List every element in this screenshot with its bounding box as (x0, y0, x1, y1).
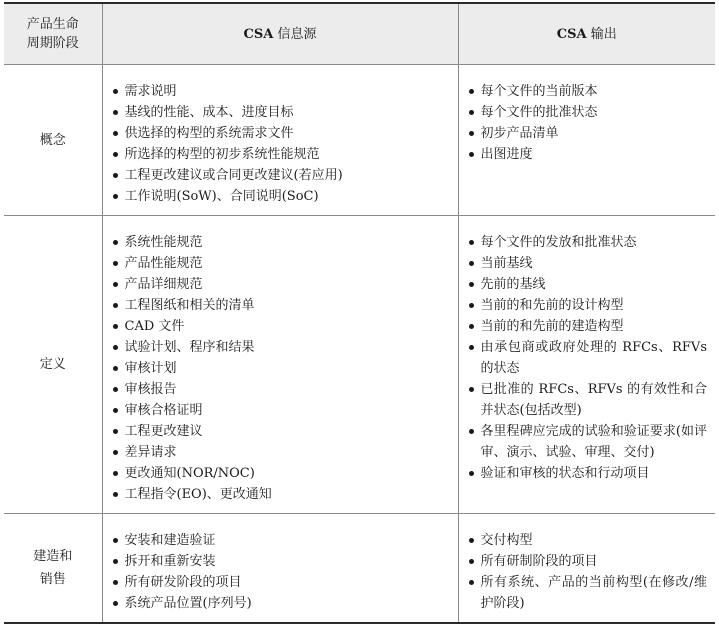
list-item-text: 当前基线 (480, 256, 533, 271)
stage-cell: 概念 (4, 65, 102, 216)
list-item-text: 拆开和重新安装 (124, 554, 216, 569)
list-item-text: 工作说明(SoW)、合同说明(SoC) (124, 189, 319, 204)
output-cell (458, 514, 715, 624)
source-cell (102, 65, 458, 216)
bullet-icon (113, 345, 118, 350)
list-item (467, 81, 708, 102)
header-stage-line2: 周期阶段 (26, 36, 79, 51)
source-list (103, 514, 458, 622)
list-item (467, 295, 708, 316)
list-item-text: 工程图纸和相关的清单 (124, 298, 255, 313)
bullet-icon (469, 303, 474, 308)
list-item-text: 所有研发阶段的项目 (124, 575, 242, 590)
bullet-icon (469, 240, 474, 245)
output-cell (458, 65, 715, 216)
output-list (459, 65, 716, 173)
bullet-icon (113, 471, 118, 476)
bullet-icon (469, 152, 474, 157)
bullet-icon (113, 538, 118, 543)
source-cell (102, 514, 458, 624)
list-item-text: 审核合格证明 (124, 403, 203, 418)
csa-table (4, 2, 715, 624)
bullet-icon (113, 131, 118, 136)
bullet-icon (113, 261, 118, 266)
bullet-icon (469, 345, 474, 350)
output-list (459, 514, 716, 622)
bullet-icon (113, 408, 118, 413)
list-item-text: 工程指令(EO)、更改通知 (124, 487, 272, 502)
list-item-text: 产品性能规范 (124, 256, 203, 271)
list-item-text: 当前的和先前的建造构型 (480, 319, 624, 334)
list-item (467, 421, 708, 463)
bullet-icon (113, 324, 118, 329)
bullet-icon (469, 261, 474, 266)
list-item (111, 551, 450, 572)
bullet-icon (113, 492, 118, 497)
output-cell (458, 216, 715, 514)
list-item-text: 差异请求 (124, 445, 177, 460)
list-item-text: 需求说明 (124, 84, 177, 99)
list-item (111, 165, 450, 186)
header-output-label: 输出 (586, 26, 617, 42)
list-item (467, 102, 708, 123)
list-item-text: 所选择的构型的初步系统性能规范 (124, 147, 320, 162)
source-cell (102, 216, 458, 514)
list-item-text: 产品详细规范 (124, 277, 203, 292)
bullet-icon (469, 282, 474, 287)
bullet-icon (113, 89, 118, 94)
list-item-text: CAD 文件 (124, 319, 185, 334)
stage-cell (4, 514, 102, 624)
list-item (111, 400, 450, 421)
list-item-text: 工程更改建议或合同更改建议(若应用) (124, 168, 343, 183)
bullet-icon (113, 110, 118, 115)
list-item (111, 379, 450, 400)
list-item-text: 各里程碑应完成的试验和验证要求(如评审、演示、试验、审理、交付) (480, 424, 707, 460)
header-source (102, 3, 458, 65)
list-item (467, 463, 708, 484)
header-row (4, 3, 715, 65)
stage-cell: 定义 (4, 216, 102, 514)
list-item (111, 81, 450, 102)
list-item-text: 出图进度 (480, 147, 533, 162)
list-item (467, 253, 708, 274)
list-item (467, 144, 708, 165)
bullet-icon (469, 387, 474, 392)
list-item-text: 已批准的 RFCs、RFVs 的有效性和合并状态(包括改型) (480, 382, 707, 418)
list-item-text: 交付构型 (480, 533, 533, 548)
list-item-text: 审核计划 (124, 361, 177, 376)
bullet-icon (469, 471, 474, 476)
list-item (467, 530, 708, 551)
list-item-text: 系统产品位置(序列号) (124, 596, 252, 611)
header-stage-line1: 产品生命 (26, 17, 79, 32)
list-item (111, 316, 450, 337)
list-item-text: 试验计划、程序和结果 (124, 340, 255, 355)
bullet-icon (113, 559, 118, 564)
bullet-icon (469, 89, 474, 94)
bullet-icon (113, 366, 118, 371)
list-item (111, 421, 450, 442)
stage-line2: 销售 (39, 572, 66, 587)
bullet-icon (113, 429, 118, 434)
header-output-abbr: CSA (556, 26, 587, 42)
list-item (111, 144, 450, 165)
source-list (103, 65, 458, 215)
header-source-abbr: CSA (243, 26, 274, 42)
bullet-icon (113, 303, 118, 308)
list-item (111, 484, 450, 505)
bullet-icon (113, 152, 118, 157)
bullet-icon (469, 580, 474, 585)
list-item-text: 每个文件的批准状态 (480, 105, 598, 120)
list-item (467, 274, 708, 295)
bullet-icon (113, 601, 118, 606)
bullet-icon (469, 131, 474, 136)
list-item (111, 358, 450, 379)
header-output (458, 3, 715, 65)
table-row (4, 216, 715, 514)
list-item-text: 系统性能规范 (124, 235, 203, 250)
list-item (467, 379, 708, 421)
list-item (467, 551, 708, 572)
bullet-icon (113, 240, 118, 245)
list-item (111, 232, 450, 253)
list-item-text: 供选择的构型的系统需求文件 (124, 126, 294, 141)
bullet-icon (469, 429, 474, 434)
header-stage (4, 3, 102, 65)
list-item (111, 102, 450, 123)
list-item-text: 初步产品清单 (480, 126, 559, 141)
list-item-text: 更改通知(NOR/NOC) (124, 466, 255, 481)
stage-line1: 建造和 (33, 549, 73, 564)
header-source-label: 信息源 (273, 26, 317, 42)
list-item-text: 所有系统、产品的当前构型(在修改/维护阶段) (480, 575, 707, 611)
bullet-icon (113, 194, 118, 199)
list-item-text: 当前的和先前的设计构型 (480, 298, 624, 313)
list-item (111, 572, 450, 593)
table-row (4, 514, 715, 624)
list-item (467, 123, 708, 144)
list-item (467, 572, 708, 614)
bullet-icon (113, 173, 118, 178)
bullet-icon (113, 450, 118, 455)
list-item (111, 442, 450, 463)
list-item (111, 463, 450, 484)
list-item-text: 先前的基线 (480, 277, 546, 292)
list-item (467, 232, 708, 253)
list-item-text: 每个文件的发放和批准状态 (480, 235, 637, 250)
bullet-icon (113, 387, 118, 392)
output-list (459, 216, 716, 492)
list-item (467, 337, 708, 379)
bullet-icon (469, 538, 474, 543)
bullet-icon (469, 324, 474, 329)
list-item-text: 所有研制阶段的项目 (480, 554, 598, 569)
list-item (111, 186, 450, 207)
list-item (111, 530, 450, 551)
list-item-text: 安装和建造验证 (124, 533, 216, 548)
list-item-text: 验证和审核的状态和行动项目 (480, 466, 650, 481)
table-row (4, 65, 715, 216)
list-item-text: 审核报告 (124, 382, 177, 397)
bullet-icon (469, 559, 474, 564)
list-item (111, 337, 450, 358)
list-item-text: 基线的性能、成本、进度目标 (124, 105, 294, 120)
bullet-icon (469, 110, 474, 115)
source-list (103, 216, 458, 513)
list-item-text: 每个文件的当前版本 (480, 84, 598, 99)
list-item (111, 123, 450, 144)
list-item (111, 593, 450, 614)
list-item (111, 295, 450, 316)
bullet-icon (113, 282, 118, 287)
list-item-text: 工程更改建议 (124, 424, 203, 439)
bullet-icon (113, 580, 118, 585)
list-item (111, 253, 450, 274)
list-item (111, 274, 450, 295)
list-item (467, 316, 708, 337)
list-item-text: 由承包商或政府处理的 RFCs、RFVs 的状态 (480, 340, 707, 376)
